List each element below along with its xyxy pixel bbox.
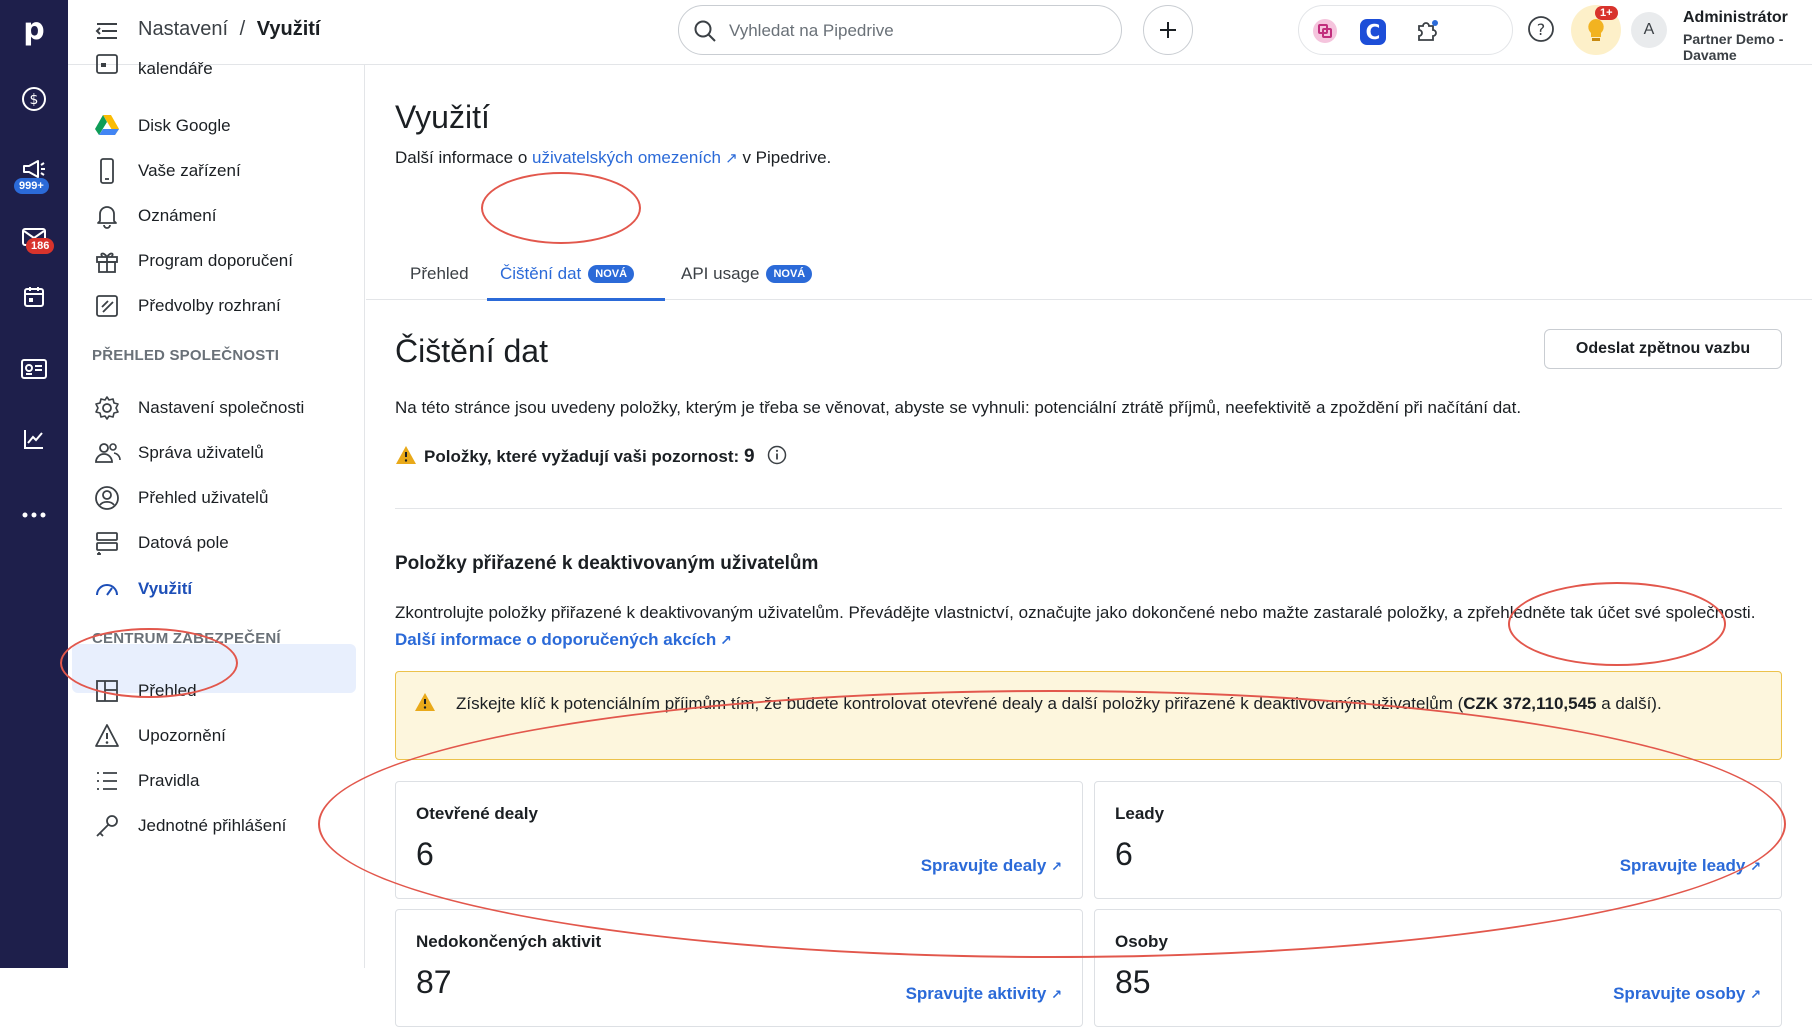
search-placeholder: Vyhledat na Pipedrive xyxy=(729,21,894,40)
card-label: Nedokončených aktivit xyxy=(416,932,602,951)
new-badge: NOVÁ xyxy=(766,265,812,283)
calendar-sync-icon xyxy=(94,53,120,79)
user-limits-link[interactable]: uživatelských omezeních xyxy=(532,148,721,167)
card-value: 6 xyxy=(416,836,434,872)
recommended-actions-link[interactable]: Další informace o doporučených akcích xyxy=(395,630,717,649)
card-persons xyxy=(1094,909,1782,1027)
attention-label: Položky, které vyžadují vaši pozornost: xyxy=(424,447,740,466)
sidebar-item-label: Využití xyxy=(138,579,193,598)
sidebar-item-label: Disk Google xyxy=(138,116,231,135)
tab-api-usage[interactable] xyxy=(681,264,812,284)
sidebar-item-data-fields[interactable] xyxy=(68,520,365,566)
sidebar-item-manage-users[interactable] xyxy=(68,430,365,476)
alert-text: Získejte klíč k potenciálním příjmům tím, že budete kontrolovat otevřené dealy a další položky přiřazené k deaktivovaným uživatelům ( xyxy=(456,694,1464,713)
marketplace-icon[interactable] xyxy=(1411,18,1437,44)
gift-icon xyxy=(94,248,120,274)
gauge-icon xyxy=(94,576,120,602)
sidebar-item-label: Pravidla xyxy=(138,771,200,790)
section-description: Na této stránce jsou uvedeny položky, kterým je třeba se věnovat, abyste se vyhnuli: potenciální ztrátě příjmů, neefektivitě a zpoždění při načítání dat. xyxy=(395,398,1522,417)
manage-leads-link[interactable] xyxy=(1620,856,1761,876)
external-link-icon: ↗ xyxy=(720,150,738,167)
help-icon[interactable] xyxy=(1526,14,1556,49)
sidebar-item-label: Datová pole xyxy=(138,533,229,552)
manage-persons-link[interactable] xyxy=(1613,984,1761,1004)
info-icon[interactable] xyxy=(767,445,787,465)
sidebar-item-label: Oznámení xyxy=(138,206,217,225)
sidebar-item-label: Program doporučení xyxy=(138,251,293,270)
external-link-icon: ↗ xyxy=(1750,987,1761,1002)
avatar[interactable]: A xyxy=(1631,12,1667,48)
quick-add-button[interactable] xyxy=(1143,5,1193,55)
alert-amount: CZK 372,110,545 xyxy=(1463,694,1597,713)
lightbulb-icon xyxy=(1583,16,1609,44)
external-link-icon: ↗ xyxy=(716,632,732,648)
sidebar-item-label: Přehled uživatelů xyxy=(138,488,269,507)
collapse-menu-icon[interactable] xyxy=(94,18,120,44)
sidebar-item-label: Upozornění xyxy=(138,726,226,745)
info-suffix: v Pipedrive. xyxy=(737,148,832,167)
apps-group xyxy=(1298,5,1513,55)
sidebar-item-label: Přehled xyxy=(138,681,197,700)
tab-data-cleanup[interactable] xyxy=(500,264,634,284)
send-feedback-button[interactable]: Odeslat zpětnou vazbu xyxy=(1544,329,1782,369)
canva-app-icon[interactable] xyxy=(1359,18,1385,44)
insights-icon[interactable] xyxy=(0,410,68,468)
card-link-label: Spravujte aktivity xyxy=(905,984,1047,1003)
sidebar-item-google-drive[interactable] xyxy=(68,103,365,149)
external-link-icon: ↗ xyxy=(1051,987,1062,1002)
tab-overview[interactable] xyxy=(410,264,469,284)
main-content xyxy=(366,65,1812,1003)
card-label: Otevřené dealy xyxy=(416,804,538,823)
sidebar-item-rules[interactable] xyxy=(68,758,365,804)
user-name[interactable]: Administrátor xyxy=(1683,9,1788,26)
divider xyxy=(395,508,1782,509)
list-icon xyxy=(94,768,120,794)
search-icon xyxy=(693,19,717,48)
sidebar-item-label: Vaše zařízení xyxy=(138,161,241,180)
warning-icon xyxy=(94,723,120,749)
sidebar-item-sso[interactable] xyxy=(68,803,365,849)
sidebar-item-alerts[interactable] xyxy=(68,713,365,759)
card-open-deals xyxy=(395,781,1083,899)
sidebar-item-devices[interactable] xyxy=(68,148,365,194)
card-link-label: Spravujte leady xyxy=(1619,856,1746,875)
alert-suffix: a další). xyxy=(1596,694,1662,713)
card-label: Leady xyxy=(1115,804,1165,823)
deactivated-users-title: Položky přiřazené k deaktivovaným uživatelům xyxy=(395,553,819,574)
warning-icon xyxy=(414,692,436,717)
app-rail xyxy=(0,0,68,968)
svg-text:$: $ xyxy=(29,92,39,108)
data-fields-icon xyxy=(94,530,120,556)
card-incomplete-activities xyxy=(395,909,1083,1027)
tab-label: Čištění dat xyxy=(500,264,582,283)
pipedrive-logo[interactable]: p xyxy=(23,11,45,47)
sidebar-item-users-overview[interactable] xyxy=(68,475,365,521)
sidebar-item-company-settings[interactable] xyxy=(68,385,365,431)
sidebar-item-notifications[interactable] xyxy=(68,193,365,239)
tab-bar xyxy=(366,232,1812,300)
gear-icon xyxy=(94,395,120,421)
deals-icon[interactable] xyxy=(0,70,68,128)
sidebar-item-label: Správa uživatelů xyxy=(138,443,264,462)
sidebar-item-label: Nastavení společnosti xyxy=(138,398,305,417)
card-link-label: Spravujte osoby xyxy=(1613,984,1746,1003)
info-prefix: Další informace o xyxy=(395,148,532,167)
sidebar-item-usage[interactable] xyxy=(68,566,365,612)
section-company-overview: PŘEHLED SPOLEČNOSTI xyxy=(92,347,280,364)
mail-badge: 999+ xyxy=(14,178,49,194)
sidebar-item-security-overview[interactable] xyxy=(68,668,365,714)
manage-deals-link[interactable] xyxy=(921,856,1062,876)
search-input[interactable] xyxy=(678,5,1122,55)
user-circle-icon xyxy=(94,485,120,511)
page-title: Využití xyxy=(395,99,490,135)
card-value: 6 xyxy=(1115,836,1133,872)
card-label: Osoby xyxy=(1115,932,1168,951)
sub-desc-text: Zkontrolujte položky přiřazené k deaktivovaným uživatelům. Převádějte vlastnictví, označujte jako dokončené nebo mažte zastaralé položky, a zpřehledněte tak účet své společnosti. xyxy=(395,603,1756,622)
contacts-icon[interactable] xyxy=(0,340,68,398)
card-value: 85 xyxy=(1115,964,1151,1000)
bell-icon xyxy=(94,203,120,229)
mail-icon[interactable] xyxy=(0,208,68,266)
sidebar-item-interface[interactable] xyxy=(68,283,365,329)
breadcrumb-current: Využití xyxy=(256,18,321,40)
attention-count: 9 xyxy=(743,446,755,467)
external-link-icon: ↗ xyxy=(1051,859,1062,874)
breadcrumb-parent[interactable]: Nastavení xyxy=(138,18,229,40)
section-security-center: CENTRUM ZABEZPEČENÍ xyxy=(92,630,281,647)
plus-icon xyxy=(1158,20,1178,40)
more-icon[interactable] xyxy=(0,486,68,544)
active-tab-underline xyxy=(487,298,665,301)
manage-activities-link[interactable] xyxy=(906,984,1062,1004)
users-icon xyxy=(94,440,120,466)
breadcrumb xyxy=(138,18,320,41)
revenue-alert xyxy=(395,671,1782,760)
sidebar-item-referral[interactable] xyxy=(68,238,365,284)
device-icon xyxy=(94,158,120,184)
card-value: 87 xyxy=(416,964,452,1000)
dashboard-icon xyxy=(94,678,120,704)
google-drive-icon xyxy=(94,113,120,139)
sidebar-item-calendar-sync[interactable] xyxy=(68,53,365,99)
sidebar-item-label: kalendáře xyxy=(138,59,213,78)
external-link-icon: ↗ xyxy=(1750,859,1761,874)
key-icon xyxy=(94,813,120,839)
sidebar-item-label: Jednotné přihlášení xyxy=(138,816,287,835)
tab-label: API usage xyxy=(681,264,760,283)
warning-icon xyxy=(395,445,417,470)
card-leads xyxy=(1094,781,1782,899)
user-company: Partner Demo - Davame xyxy=(1683,31,1784,63)
card-link-label: Spravujte dealy xyxy=(920,856,1047,875)
sidebar-item-label: Předvolby rozhraní xyxy=(138,296,281,315)
settings-sidebar xyxy=(68,59,365,968)
deactivated-users-description xyxy=(395,599,1785,654)
svg-text:C: C xyxy=(1365,20,1381,44)
tab-label: Přehled xyxy=(410,264,469,283)
interface-icon xyxy=(94,293,120,319)
info-line xyxy=(395,148,831,168)
section-title: Čištění dat xyxy=(395,333,548,369)
app-integration-icon[interactable] xyxy=(1312,18,1338,44)
breadcrumb-separator: / xyxy=(239,18,246,40)
calendar-icon[interactable] xyxy=(0,268,68,326)
calendar-badge: 186 xyxy=(26,238,54,254)
new-badge: NOVÁ xyxy=(588,265,634,283)
tips-badge: 1+ xyxy=(1595,6,1618,20)
svg-text:?: ? xyxy=(1536,20,1546,39)
